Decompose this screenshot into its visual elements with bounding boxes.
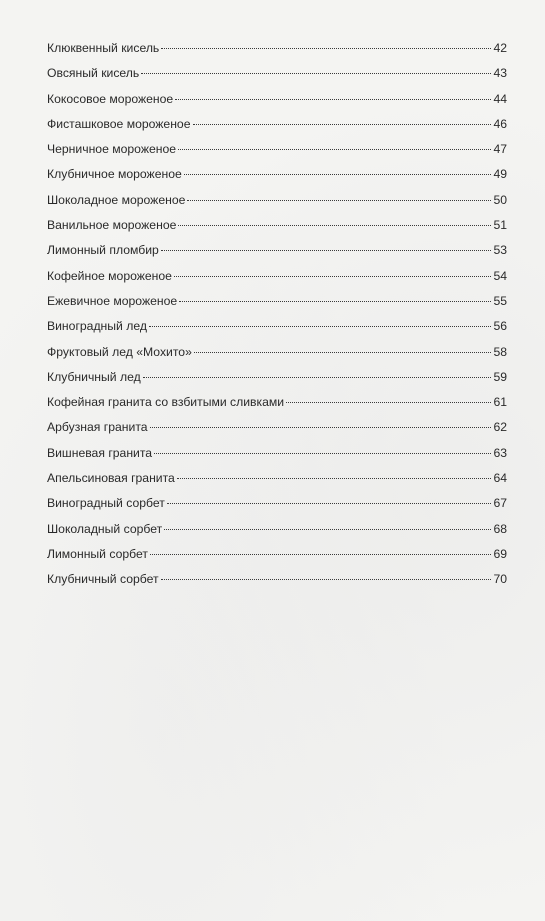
toc-entry-page-number: 58 (493, 344, 507, 359)
toc-entry-page-number: 69 (493, 546, 507, 561)
dot-leader (178, 225, 491, 226)
toc-entry-page-number: 63 (493, 445, 507, 460)
toc-entry-page-number: 49 (493, 167, 507, 182)
toc-entry-title: Лимонный сорбет (47, 546, 148, 561)
dot-leader (187, 200, 491, 201)
dot-leader (141, 73, 491, 74)
toc-entry-title: Черничное мороженое (47, 142, 177, 157)
dot-leader (175, 99, 491, 100)
dot-leader (143, 377, 492, 378)
toc-entry-title: Ежевичное мороженое (47, 293, 178, 308)
dot-leader (164, 529, 491, 530)
toc-entry (47, 314, 507, 339)
toc-entry-page-number: 59 (493, 369, 507, 384)
toc-entry-title: Клубничный сорбет (47, 572, 159, 587)
toc-entry (47, 188, 507, 213)
toc-entry (47, 61, 507, 86)
toc-entry-title: Шоколадное мороженое (47, 192, 186, 207)
dot-leader (161, 579, 492, 580)
toc-entry (47, 162, 507, 187)
toc-entry (47, 238, 507, 263)
toc-entry (47, 390, 507, 415)
toc-entry-title: Фруктовый лед «Мохито» (47, 344, 192, 359)
toc-entry (47, 517, 507, 542)
dot-leader (179, 301, 491, 302)
toc-entry (47, 87, 507, 112)
dot-leader (174, 276, 491, 277)
toc-entry (47, 567, 507, 592)
dot-leader (161, 48, 491, 49)
toc-entry-page-number: 64 (493, 471, 507, 486)
toc-entry-title: Виноградный лед (47, 319, 147, 334)
toc-entry-title: Ванильное мороженое (47, 218, 177, 233)
toc-entry-page-number: 46 (493, 116, 507, 131)
toc-entry-title: Клюквенный кисель (47, 41, 160, 55)
dot-leader (178, 149, 491, 150)
toc-entry (47, 491, 507, 516)
toc-entry-page-number: 42 (493, 41, 507, 55)
toc-entry (47, 415, 507, 440)
dot-leader (167, 503, 492, 504)
toc-entry-title: Кофейное мороженое (47, 268, 172, 283)
toc-entry-page-number: 61 (493, 395, 507, 410)
dot-leader (286, 402, 491, 403)
toc-entry (47, 289, 507, 314)
toc-entry (47, 466, 507, 491)
toc-entry-page-number: 43 (493, 66, 507, 81)
toc-entry (47, 264, 507, 289)
toc-entry (47, 36, 507, 61)
dot-leader (150, 427, 492, 428)
toc-entry-page-number: 51 (493, 218, 507, 233)
toc-entry-page-number: 47 (493, 142, 507, 157)
toc-entry-page-number: 68 (493, 521, 507, 536)
dot-leader (193, 124, 492, 125)
toc-entry (47, 441, 507, 466)
toc-entry-page-number: 54 (493, 268, 507, 283)
toc-entry (47, 213, 507, 238)
toc-entry-page-number: 67 (493, 496, 507, 511)
toc-entry-title: Фисташковое мороженое (47, 116, 191, 131)
toc-entry (47, 365, 507, 390)
toc-entry (47, 340, 507, 365)
dot-leader (194, 352, 492, 353)
toc-entry-page-number: 44 (493, 91, 507, 106)
toc-entry-title: Кокосовое мороженое (47, 91, 174, 106)
toc-entry-title: Апельсиновая гранита (47, 471, 175, 486)
toc-entry (47, 112, 507, 137)
toc-entry-title: Клубничное мороженое (47, 167, 182, 182)
dot-leader (150, 554, 491, 555)
toc-entry-page-number: 55 (493, 293, 507, 308)
toc-entry-title: Овсяный кисель (47, 66, 140, 81)
dot-leader (184, 174, 492, 175)
dot-leader (177, 478, 492, 479)
toc-entry-title: Шоколадный сорбет (47, 521, 163, 536)
table-of-contents (47, 36, 507, 593)
toc-entry-page-number: 56 (493, 319, 507, 334)
toc-entry-title: Вишневая гранита (47, 445, 153, 460)
toc-entry-title: Клубничный лед (47, 369, 141, 384)
toc-entry-title: Арбузная гранита (47, 420, 148, 435)
toc-entry-title: Лимонный пломбир (47, 243, 159, 258)
toc-entry (47, 137, 507, 162)
toc-entry-title: Виноградный сорбет (47, 496, 165, 511)
dot-leader (154, 453, 491, 454)
toc-entry (47, 542, 507, 567)
toc-entry-page-number: 50 (493, 192, 507, 207)
toc-entry-page-number: 53 (493, 243, 507, 258)
dot-leader (149, 326, 491, 327)
toc-entry-page-number: 70 (493, 572, 507, 587)
toc-entry-title: Кофейная гранита со взбитыми сливками (47, 395, 285, 410)
toc-entry-page-number: 62 (493, 420, 507, 435)
dot-leader (161, 250, 492, 251)
